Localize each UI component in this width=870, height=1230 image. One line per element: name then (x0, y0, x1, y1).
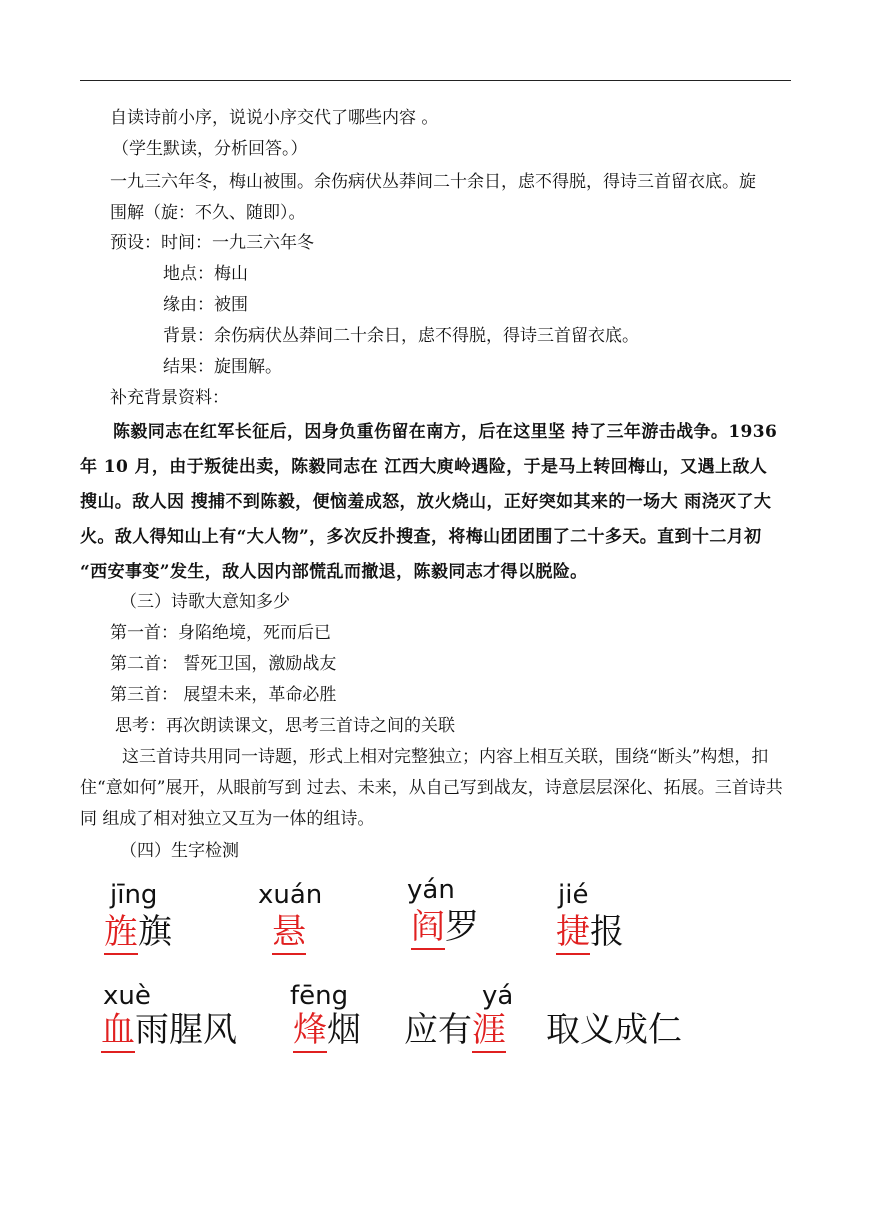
background-line-5: “西安事变”发生，敌人因内部慌乱而撤退，陈毅同志才得以脱险。 (80, 562, 588, 582)
target-character: 悬 (272, 912, 306, 955)
word-rest: 烟 (327, 1010, 361, 1050)
background-line-3: 搜山。敌人因 搜捕不到陈毅，便恼羞成怒，放火烧山，正好突如其来的一场大 雨浇灭了大 (80, 492, 772, 512)
target-character: 阎 (411, 907, 445, 950)
supplement-heading: 补充背景资料： (110, 388, 229, 408)
target-character: 捷 (556, 912, 590, 955)
target-character: 涯 (472, 1010, 506, 1053)
word-prefix: 取义成仁 (546, 1010, 682, 1050)
pinyin-label: xuè (103, 981, 151, 1011)
background-line-1: 陈毅同志在红军长征后，因身负重伤留在南方，后在这里坚 持了三年游击战争。1936 (113, 422, 778, 442)
section4-heading: （四）生字检测 (120, 841, 239, 861)
student-note: （学生默读，分析回答。） (112, 139, 308, 159)
pinyin-label: jié (558, 880, 589, 910)
target-character: 烽 (293, 1010, 327, 1053)
preset-result: 结果：旋围解。 (163, 357, 282, 377)
vocab-word (104, 912, 172, 952)
target-character: 血 (101, 1010, 135, 1053)
preset-background: 背景：余伤病伏丛莽间二十余日，虑不得脱，得诗三首留衣底。 (163, 326, 639, 346)
preset-time: 预设：时间：一九三六年冬 (110, 233, 314, 253)
vocab-word (411, 907, 479, 947)
vocab-word (404, 1010, 506, 1050)
pinyin-label: yá (482, 981, 514, 1011)
preface-line-1: 一九三六年冬，梅山被围。余伤病伏丛莽间二十余日，虑不得脱，得诗三首留衣底。旋 (110, 172, 756, 192)
preset-cause: 缘由：被围 (163, 295, 248, 315)
pinyin-label: jīng (110, 880, 158, 910)
think-answer: 这三首诗共用同一诗题，形式上相对完整独立；内容上相互关联，围绕“断头”构想，扣住“意如何”展开，从眼前写到 过去、未来，从自己写到战友，诗意层层深化、拓展。三首诗共同 组成了相对独立又互为一体的组诗。 (80, 747, 783, 829)
background-line-2: 年 10 月，由于叛徒出卖，陈毅同志在 江西大庾岭遇险，于是马上转回梅山，又遇上敌人 (80, 457, 768, 477)
section3-heading: （三）诗歌大意知多少 (120, 592, 290, 612)
pinyin-label: yán (407, 875, 455, 905)
poem-1-meaning: 第一首：身陷绝境，死而后已 (110, 623, 331, 643)
word-rest: 报 (590, 912, 624, 952)
pinyin-label: fēng (290, 981, 349, 1011)
think-question: 思考：再次朗读课文，思考三首诗之间的关联 (115, 716, 455, 736)
header-rule (80, 80, 791, 81)
background-line-4: 火。敌人得知山上有“大人物”，多次反扑搜查，将梅山团团围了二十多天。直到十二月初 (80, 527, 762, 547)
poem-2-meaning: 第二首： 誓死卫国，激励战友 (110, 654, 337, 674)
preset-place: 地点：梅山 (163, 264, 248, 284)
vocab-word (272, 912, 306, 952)
vocab-word (556, 912, 624, 952)
intro-question: 自读诗前小序，说说小序交代了哪些内容 。 (110, 108, 439, 128)
word-rest: 罗 (445, 907, 479, 947)
vocab-word (293, 1010, 361, 1050)
poem-3-meaning: 第三首： 展望未来，革命必胜 (110, 685, 337, 705)
word-rest: 旗 (138, 912, 172, 952)
vocab-word (101, 1010, 237, 1050)
preface-line-2: 围解（旋：不久、随即）。 (110, 203, 306, 223)
target-character: 旌 (104, 912, 138, 955)
word-rest: 雨腥风 (135, 1010, 237, 1050)
pinyin-label: xuán (258, 880, 323, 910)
vocab-word (546, 1010, 682, 1050)
word-prefix: 应有 (404, 1010, 472, 1050)
